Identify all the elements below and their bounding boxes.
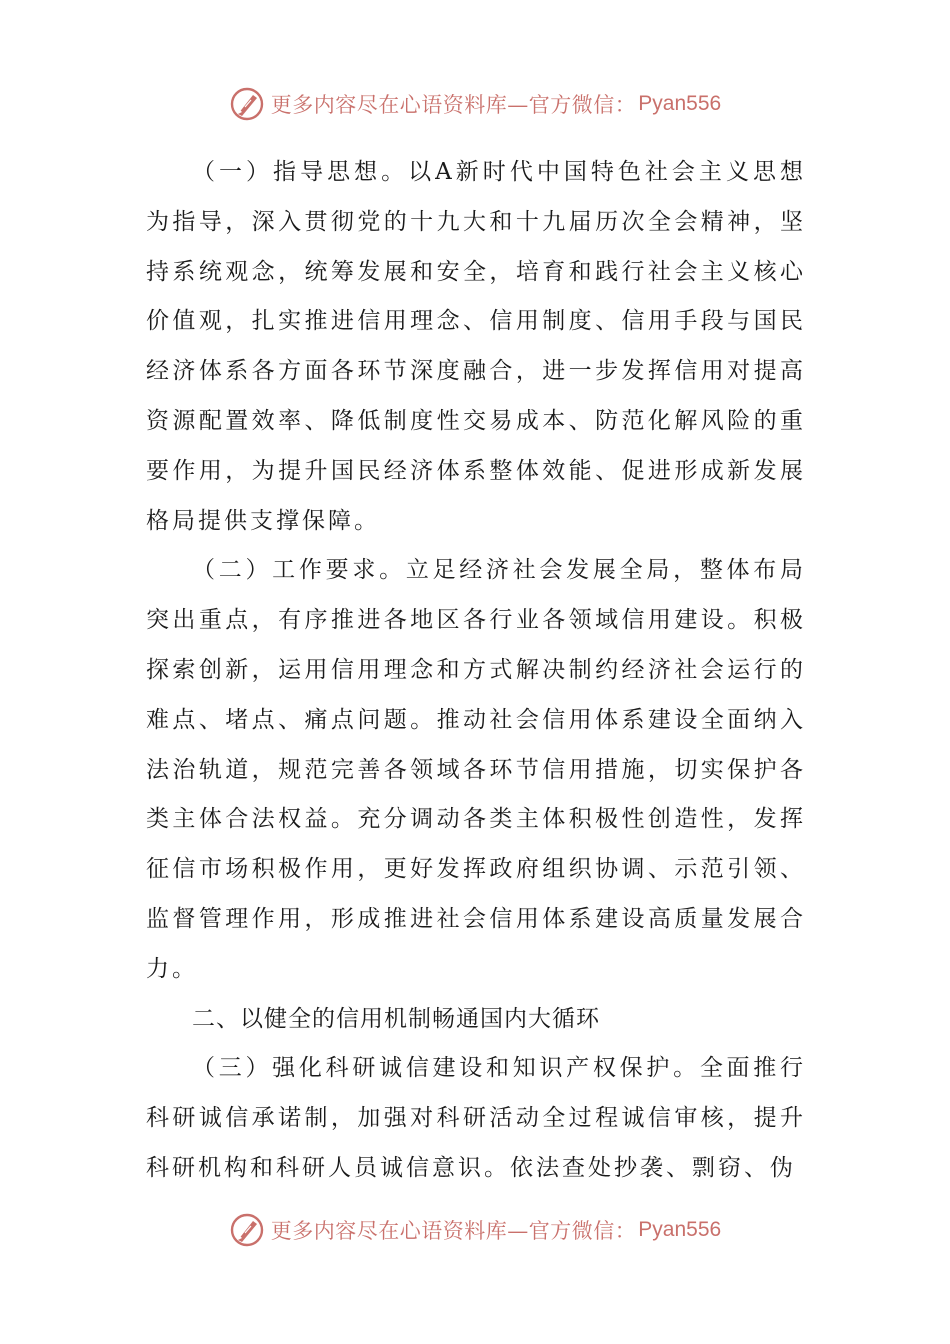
paragraph-guiding-ideology: （一）指导思想。以A新时代中国特色社会主义思想为指导，深入贯彻党的十九大和十九届历次全会精神，坚持系统观念，统筹发展和安全，培育和践行社会主义核心价值观，扎实推进信用理念、信用制度、信用手段与国民经济体系各方面各环节深度融合，进一步发挥信用对提高资源配置效率、降低制度性交易成本、防范化解风险的重要作用，为提升国民经济体系整体效能、促进形成新发展格局提供支撑保障。	[146, 159, 806, 534]
watermark-footer	[0, 1210, 950, 1250]
quill-pen-icon	[229, 86, 265, 122]
watermark-text: 更多内容尽在心语资料库—官方微信：	[270, 1219, 637, 1243]
watermark-handle: Pyan556	[638, 1218, 722, 1241]
watermark-header	[0, 84, 950, 124]
quill-pen-icon	[229, 1212, 265, 1248]
document-body	[146, 148, 806, 1194]
paragraph-research-integrity: （三）强化科研诚信建设和知识产权保护。全面推行科研诚信承诺制，加强对科研活动全过程诚信审核，提升科研机构和科研人员诚信意识。依法查处抄袭、剽窃、伪	[146, 1055, 806, 1181]
section-heading: 二、以健全的信用机制畅通国内大循环	[192, 1005, 600, 1032]
watermark-text: 更多内容尽在心语资料库—官方微信：	[270, 93, 637, 117]
paragraph-work-requirements: （二）工作要求。立足经济社会发展全局，整体布局突出重点，有序推进各地区各行业各领域信用建设。积极探索创新，运用信用理念和方式解决制约经济社会运行的难点、堵点、痛点问题。推动社会信用体系建设全面纳入法治轨道，规范完善各领域各环节信用措施，切实保护各类主体合法权益。充分调动各类主体积极性创造性，发挥征信市场积极作用，更好发挥政府组织协调、示范引领、监督管理作用，形成推进社会信用体系建设高质量发展合力。	[146, 557, 806, 982]
watermark-handle: Pyan556	[638, 92, 722, 115]
